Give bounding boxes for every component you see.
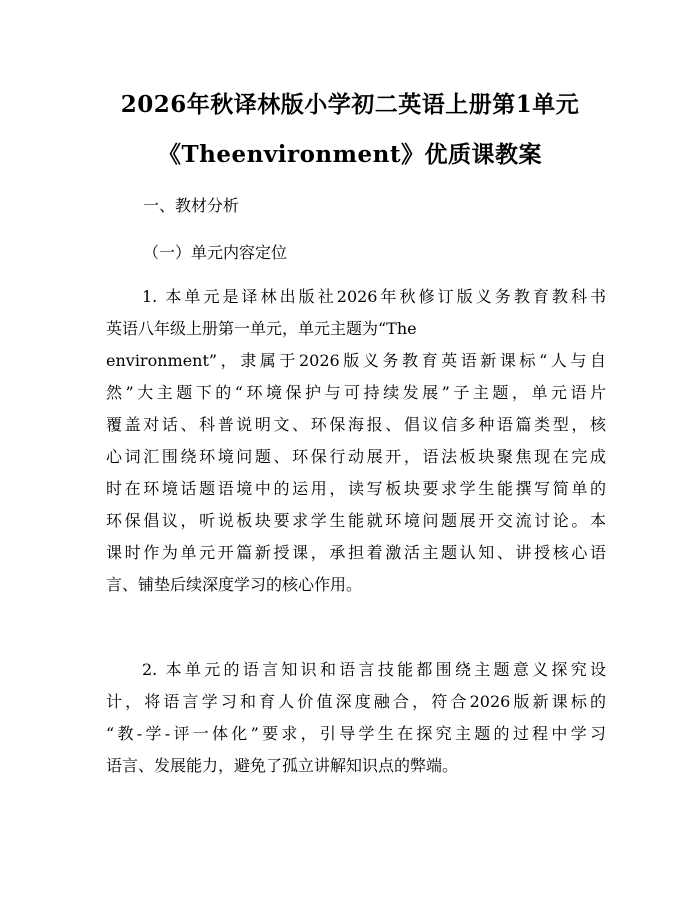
subsection-heading-unit-positioning: （一）单元内容定位 xyxy=(143,243,288,262)
document-title-line-1: 2026年秋译林版小学初二英语上册第1单元 xyxy=(120,91,580,118)
paragraph-1-line: 言、铺垫后续深度学习的核心作用。 xyxy=(106,575,363,594)
paragraph-1-line: 覆盖对话、科普说明文、环保海报、倡议信多种语篇类型，核 xyxy=(106,415,606,434)
paragraph-2-line: 计，将语言学习和育人价值深度融合，符合2026版新课标的 xyxy=(106,692,606,711)
paragraph-2-line: “教-学-评一体化”要求，引导学生在探究主题的过程中学习 xyxy=(106,724,606,743)
paragraph-1-line: environment”，隶属于2026版义务教育英语新课标“人与自 xyxy=(106,351,606,370)
paragraph-2-line: 语言、发展能力，避免了孤立讲解知识点的弊端。 xyxy=(106,756,459,775)
paragraph-1-line: 环保倡议，听说板块要求学生能就环境问题展开交流讨论。本 xyxy=(106,511,606,530)
paragraph-1-line: 心词汇围绕环境问题、环保行动展开，语法板块聚焦现在完成 xyxy=(106,447,606,466)
paragraph-1-line: 课时作为单元开篇新授课，承担着激活主题认知、讲授核心语 xyxy=(106,543,606,562)
paragraph-1 xyxy=(106,281,606,601)
paragraph-1-line: 时在环境话题语境中的运用，读写板块要求学生能撰写简单的 xyxy=(106,479,606,498)
paragraph-1-line: 1. 本单元是译林出版社2026年秋修订版义务教育教科书 xyxy=(142,287,606,306)
paragraph-2 xyxy=(106,654,606,782)
paragraph-1-line: 英语八年级上册第一单元，单元主题为“The xyxy=(106,319,417,338)
document-title-line-2: 《Theenvironment》优质课教案 xyxy=(158,141,542,168)
section-heading-textbook-analysis: 一、教材分析 xyxy=(143,196,240,215)
paragraph-2-line: 2. 本单元的语言知识和语言技能都围绕主题意义探究设 xyxy=(142,660,606,679)
paragraph-1-line: 然”大主题下的“环境保护与可持续发展”子主题，单元语片 xyxy=(106,383,606,402)
